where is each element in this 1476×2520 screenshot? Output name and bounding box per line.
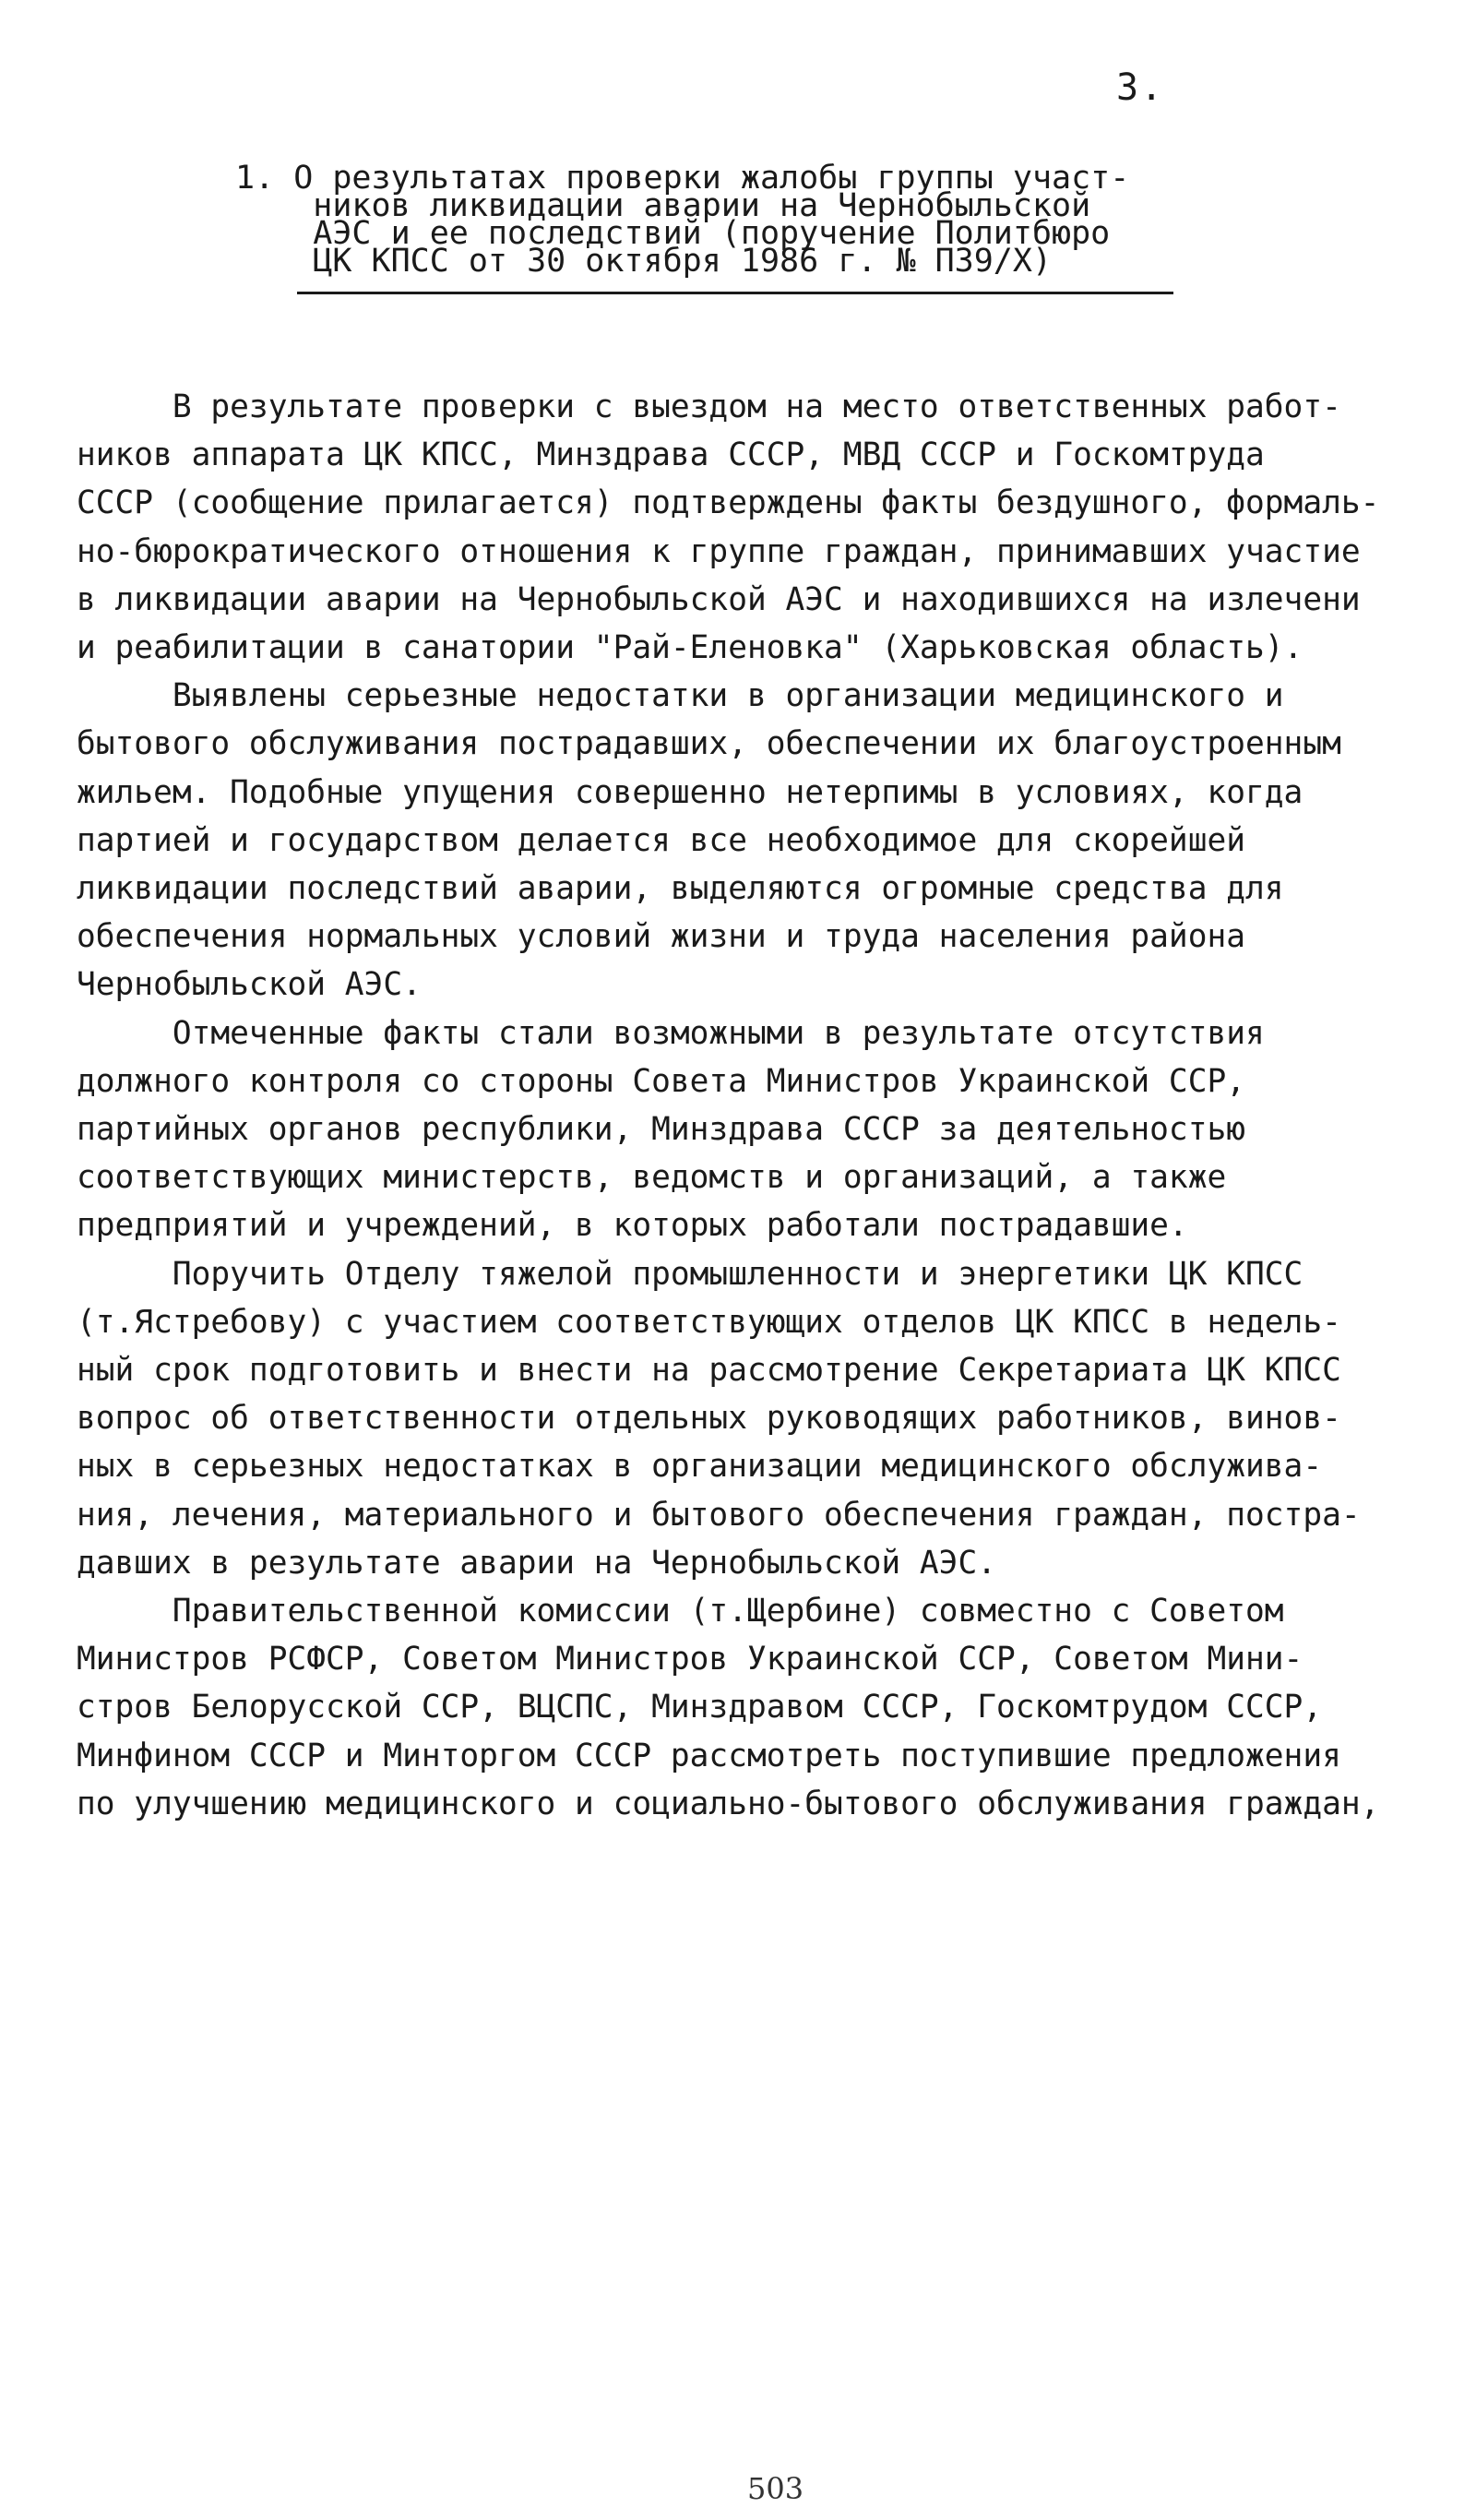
text-line: СССР (сообщение прилагается) подтверждены факты бездушного, формаль- (77, 484, 1380, 522)
heading-line: АЭС и ее последствий (поручение Политбюро (235, 215, 1111, 252)
heading-line: ников ликвидации аварии на Чернобыльской (235, 187, 1091, 224)
document-body (77, 383, 1414, 1828)
heading-underline (297, 292, 1173, 294)
text-line: и реабилитации в санатории "Рай-Еленовка" (Харьковская область). (77, 629, 1303, 667)
text-line: давших в результате аварии на Чернобыльской АЭС. (77, 1544, 996, 1582)
text-line: но-бюрократического отношения к группе граждан, принимавших участие (77, 532, 1361, 570)
text-line: Минфином СССР и Минторгом СССР рассмотреть поступившие предложения (77, 1737, 1341, 1774)
heading-line: 1. О результатах проверки жалобы группы участ- (235, 160, 1130, 197)
text-line: партийных органов республики, Минздрава СССР за деятельностью (77, 1111, 1246, 1149)
text-line: вопрос об ответственности отдельных руководящих работников, винов- (77, 1400, 1341, 1438)
text-line: должного контроля со стороны Совета Министров Украинской ССР, (77, 1062, 1246, 1100)
text-line: Министров РСФСР, Советом Министров Украинской ССР, Советом Мини- (77, 1641, 1303, 1678)
heading-line: ЦК КПСС от 30 октября 1986 г. № П39/Х) (235, 243, 1053, 280)
agenda-item-heading (235, 160, 1158, 280)
text-line: в ликвидации аварии на Чернобыльской АЭС и находившихся на излечени (77, 580, 1361, 618)
text-line: по улучшению медицинского и социально-бытового обслуживания граждан, (77, 1785, 1380, 1822)
archive-page-number: 503 (747, 2471, 804, 2506)
text-line: соответствующих министерств, ведомств и организаций, а также (77, 1159, 1227, 1197)
text-line: обеспечения нормальных условий жизни и труда населения района (77, 918, 1246, 956)
text-line: В результате проверки с выездом на место ответственных работ- (77, 388, 1341, 425)
text-line: ных в серьезных недостатках в организации медицинского обслужива- (77, 1448, 1323, 1486)
text-line: ния, лечения, материального и бытового обеспечения граждан, постра- (77, 1496, 1361, 1534)
text-line: Правительственной комиссии (т.Щербине) совместно с Советом (77, 1593, 1284, 1630)
text-line: Поручить Отделу тяжелой промышленности и энергетики ЦК КПСС (77, 1255, 1303, 1293)
text-line: партией и государством делается все необходимое для скорейшей (77, 821, 1246, 859)
text-line: жильем. Подобные упущения совершенно нетерпимы в условиях, когда (77, 773, 1303, 811)
text-line: Чернобыльской АЭС. (77, 966, 422, 1004)
text-line: стров Белорусской ССР, ВЦСПС, Минздравом СССР, Госкомтрудом СССР, (77, 1689, 1323, 1726)
text-line: предприятий и учреждений, в которых работали пострадавшие. (77, 1207, 1188, 1245)
text-line: Выявлены серьезные недостатки в организации медицинского и (77, 677, 1284, 715)
text-line: (т.Ястребову) с участием соответствующих отделов ЦК КПСС в недель- (77, 1303, 1341, 1341)
text-line: Отмеченные факты стали возможными в результате отсутствия (77, 1014, 1265, 1052)
text-line: ников аппарата ЦК КПСС, Минздрава СССР, МВД СССР и Госкомтруда (77, 436, 1265, 474)
text-line: ный срок подготовить и внести на рассмотрение Секретариата ЦК КПСС (77, 1352, 1341, 1390)
text-line: бытового обслуживания пострадавших, обеспечении их благоустроенным (77, 725, 1341, 763)
text-line: ликвидации последствий аварии, выделяются огромные средства для (77, 870, 1284, 908)
page-number: 3. (1116, 66, 1165, 109)
